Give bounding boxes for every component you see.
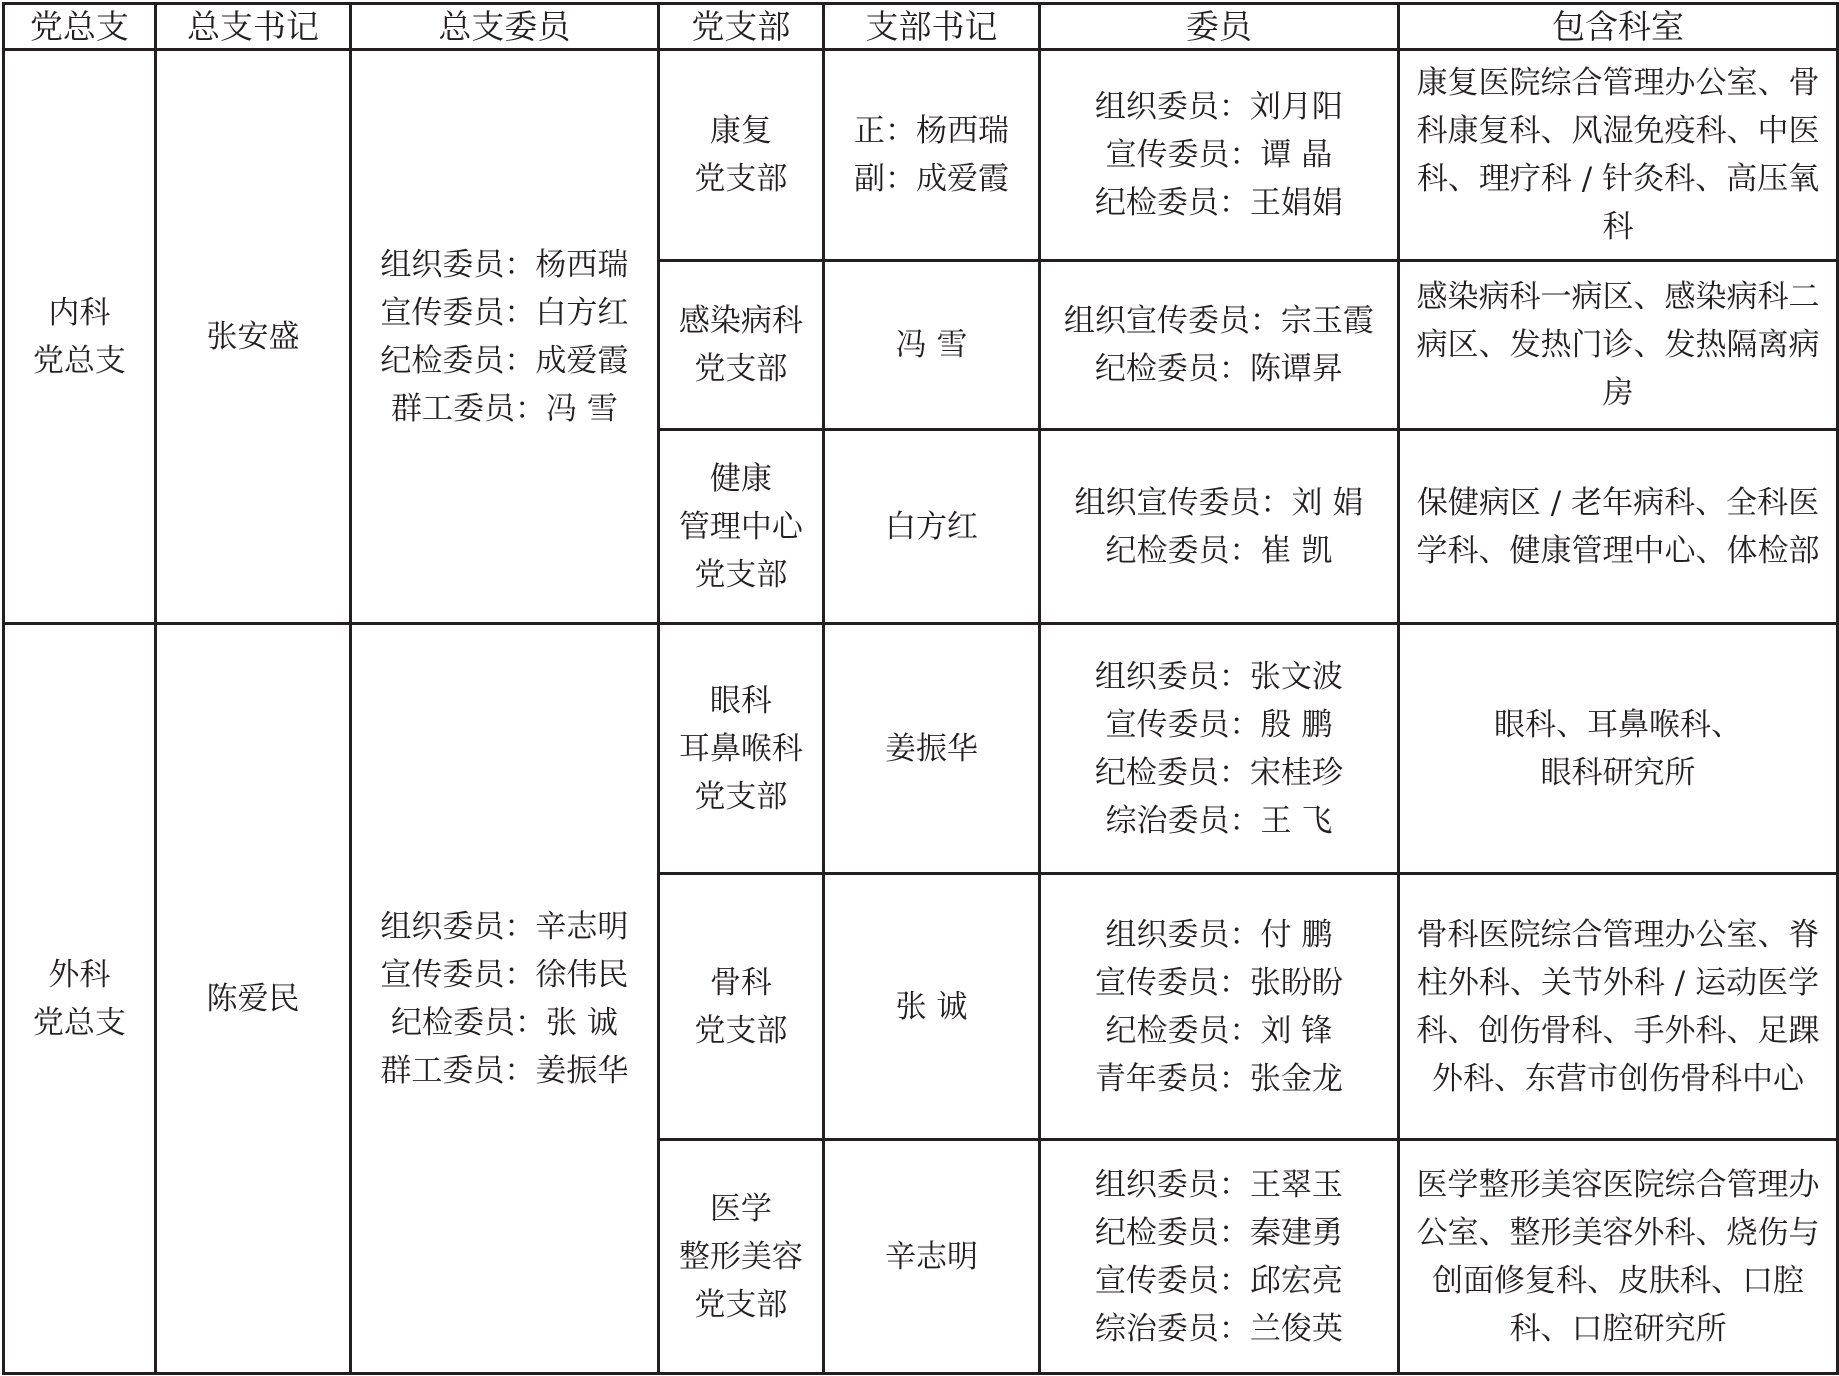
branch-secretary — [824, 874, 1040, 1140]
branch-departments — [1399, 430, 1838, 624]
branch-departments-text: 眼科、耳鼻喉科、 眼科研究所 — [1494, 706, 1742, 791]
branch-name — [658, 50, 824, 261]
header-members: 委员 — [1039, 4, 1398, 50]
branch-members — [1039, 874, 1398, 1140]
branch-departments-text: 骨科医院综合管理办公室、脊柱外科、关节外科 / 运动医学科、创伤骨科、手外科、足踝外科、东营市创伤骨科中心 — [1416, 916, 1820, 1097]
branch-secretary-text: 白方红 — [885, 508, 979, 545]
table-row — [4, 50, 1838, 261]
branch-name-text: 医学 整形美容 党支部 — [678, 1190, 803, 1323]
branch-name-text: 骨科 党支部 — [694, 964, 788, 1049]
branch-name — [658, 624, 824, 874]
branch-name — [658, 430, 824, 624]
general-branch-name — [4, 624, 156, 1374]
branch-secretary-text: 姜振华 — [885, 730, 979, 767]
branch-name-text: 康复 党支部 — [694, 113, 788, 197]
branch-members-text: 组织宣传委员：刘 娟 纪检委员：崔 凯 — [1074, 484, 1364, 569]
table-row — [4, 624, 1838, 874]
branch-members-text: 组织委员：付 鹏 宣传委员：张盼盼 纪检委员：刘 锋 青年委员：张金龙 — [1094, 916, 1343, 1097]
branch-members-text: 组织委员：张文波 宣传委员：殷 鹏 纪检委员：宋桂珍 综治委员：王 飞 — [1094, 658, 1343, 839]
branch-departments — [1399, 874, 1838, 1140]
branch-secretary — [824, 624, 1040, 874]
header-row — [4, 4, 1838, 50]
party-organization-table — [2, 2, 1839, 1375]
branch-departments-text: 保健病区 / 老年病科、全科医学科、健康管理中心、体检部 — [1416, 484, 1820, 569]
header-general-committee: 总支委员 — [351, 4, 658, 50]
branch-secretary — [824, 430, 1040, 624]
branch-secretary — [824, 1140, 1040, 1374]
general-secretary-text: 陈爱民 — [206, 980, 300, 1017]
branch-name-text: 感染病科 党支部 — [678, 303, 803, 387]
general-committee-text: 组织委员：杨西瑞 宣传委员：白方红 纪检委员：成爱霞 群工委员：冯 雪 — [380, 246, 629, 427]
branch-departments-text: 感染病科一病区、感染病科二病区、发热门诊、发热隔离病房 — [1416, 279, 1820, 411]
branch-members — [1039, 624, 1398, 874]
branch-secretary — [824, 261, 1040, 430]
general-branch-name-text: 内科 党总支 — [32, 294, 126, 379]
general-secretary — [155, 624, 351, 1374]
branch-departments — [1399, 261, 1838, 430]
general-branch-name-text: 外科 党总支 — [32, 956, 126, 1041]
general-secretary — [155, 50, 351, 624]
branch-name — [658, 874, 824, 1140]
header-departments: 包含科室 — [1399, 4, 1838, 50]
branch-name — [658, 261, 824, 430]
branch-name — [658, 1140, 824, 1374]
branch-members-text: 组织宣传委员：宗玉霞 纪检委员：陈谭昇 — [1063, 303, 1374, 387]
general-committee — [351, 624, 658, 1374]
branch-secretary — [824, 50, 1040, 261]
branch-departments-text: 医学整形美容医院综合管理办公室、整形美容外科、烧伤与创面修复科、皮肤科、口腔科、口腔研究所 — [1416, 1166, 1820, 1347]
branch-secretary-text: 正：杨西瑞 副：成爱霞 — [854, 113, 1010, 197]
header-general-branch: 党总支 — [4, 4, 156, 50]
branch-departments — [1399, 624, 1838, 874]
branch-secretary-text: 张 诚 — [895, 988, 968, 1025]
header-branch-secretary: 支部书记 — [824, 4, 1040, 50]
header-branch: 党支部 — [658, 4, 824, 50]
header-general-secretary: 总支书记 — [155, 4, 351, 50]
branch-secretary-text: 辛志明 — [885, 1238, 979, 1275]
branch-departments-text: 康复医院综合管理办公室、骨科康复科、风湿免疫科、中医科、理疗科 / 针灸科、高压氧科 — [1416, 65, 1820, 245]
general-committee-text: 组织委员：辛志明 宣传委员：徐伟民 纪检委员：张 诚 群工委员：姜振华 — [380, 908, 629, 1089]
branch-departments — [1399, 1140, 1838, 1374]
branch-secretary-text: 冯 雪 — [895, 327, 968, 363]
branch-members-text: 组织委员：王翠玉 纪检委员：秦建勇 宣传委员：邱宏亮 综治委员：兰俊英 — [1094, 1166, 1343, 1347]
general-committee — [351, 50, 658, 624]
branch-members — [1039, 50, 1398, 261]
branch-departments — [1399, 50, 1838, 261]
general-branch-name — [4, 50, 156, 624]
branch-name-text: 眼科 耳鼻喉科 党支部 — [678, 682, 803, 815]
branch-name-text: 健康 管理中心 党支部 — [678, 460, 803, 593]
branch-members-text: 组织委员：刘月阳 宣传委员：谭 晶 纪检委员：王娟娟 — [1094, 89, 1343, 221]
branch-members — [1039, 430, 1398, 624]
general-secretary-text: 张安盛 — [206, 318, 300, 355]
branch-members — [1039, 1140, 1398, 1374]
branch-members — [1039, 261, 1398, 430]
